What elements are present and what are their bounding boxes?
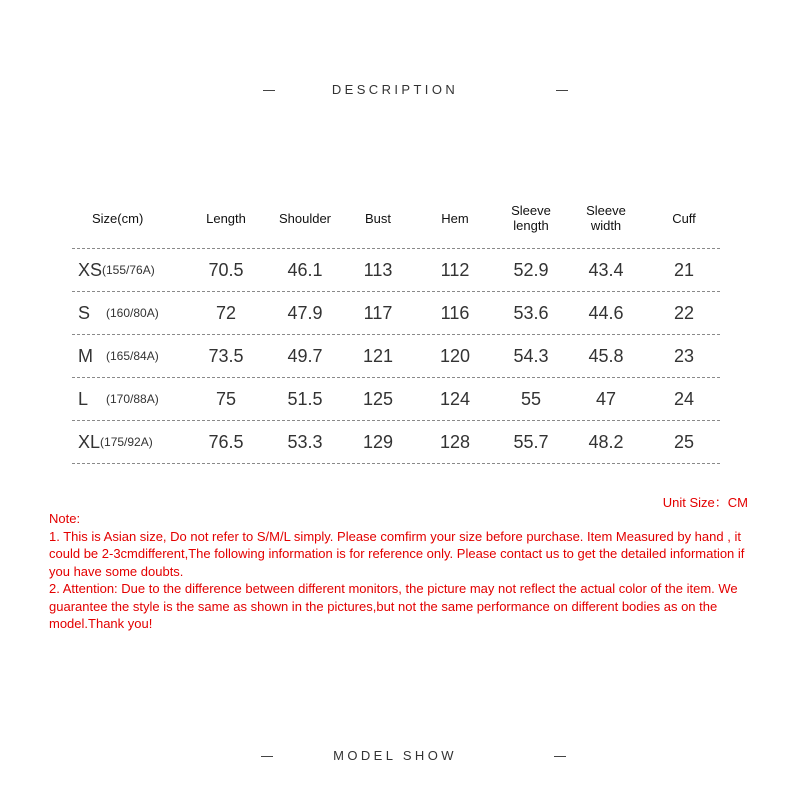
value-bust: 121 bbox=[362, 345, 394, 366]
value-sleeve-width: 47 bbox=[595, 388, 617, 409]
value-sleeve-length: 55 bbox=[520, 388, 542, 409]
value-sleeve-length: 54.3 bbox=[513, 345, 549, 366]
table-header-row bbox=[72, 196, 720, 249]
value-sleeve-width: 48.2 bbox=[588, 431, 624, 452]
table-body bbox=[72, 249, 720, 464]
value-sleeve-width: 45.8 bbox=[588, 345, 624, 366]
size-cell bbox=[78, 378, 159, 420]
value-cuff: 21 bbox=[673, 259, 695, 280]
value-bust: 117 bbox=[363, 302, 393, 323]
header-size: Size(cm) bbox=[92, 210, 144, 226]
value-cuff: 23 bbox=[673, 345, 695, 366]
value-hem: 112 bbox=[440, 259, 470, 280]
value-length: 73.5 bbox=[208, 345, 244, 366]
value-sleeve-width: 43.4 bbox=[588, 259, 624, 280]
size-label: XL bbox=[78, 431, 101, 452]
note-item-1: 1. This is Asian size, Do not refer to S/M/L simply. Please comfirm your size before purchase. Item Measured by hand , it could be 2-3cmdifferent,The following information is for reference only. Please contact us to get the detailed information if you have some doubts. bbox=[49, 528, 745, 579]
notes-block bbox=[49, 510, 754, 633]
size-cell bbox=[78, 249, 155, 291]
table-row bbox=[72, 421, 720, 464]
model-show-title-text: MODEL SHOW bbox=[333, 748, 457, 763]
value-shoulder: 46.1 bbox=[287, 259, 323, 280]
table-row bbox=[72, 249, 720, 292]
value-length: 72 bbox=[215, 302, 237, 323]
header-hem: Hem bbox=[441, 210, 469, 226]
value-hem: 128 bbox=[439, 431, 471, 452]
value-sleeve-length: 53.6 bbox=[513, 302, 549, 323]
header-length: Length bbox=[206, 210, 246, 226]
size-spec: (165/84A) bbox=[106, 349, 159, 363]
header-cuff: Cuff bbox=[672, 210, 696, 226]
value-shoulder: 51.5 bbox=[287, 388, 323, 409]
table-row bbox=[72, 378, 720, 421]
title-dash-right bbox=[554, 756, 566, 757]
value-sleeve-length: 52.9 bbox=[513, 259, 549, 280]
size-label: S bbox=[78, 302, 91, 323]
value-cuff: 24 bbox=[673, 388, 695, 409]
model-show-title bbox=[0, 748, 790, 763]
title-dash-right bbox=[556, 90, 568, 91]
value-length: 76.5 bbox=[208, 431, 244, 452]
size-spec: (170/88A) bbox=[106, 392, 159, 406]
table-row bbox=[72, 335, 720, 378]
size-cell bbox=[78, 292, 159, 334]
value-bust: 125 bbox=[362, 388, 394, 409]
value-sleeve-length: 55.7 bbox=[513, 431, 549, 452]
size-label: XS bbox=[78, 259, 103, 280]
notes-heading: Note: bbox=[49, 511, 81, 526]
header-sleeve-width: Sleeve width bbox=[586, 203, 626, 233]
unit-size-label: Unit Size：CM bbox=[662, 495, 748, 510]
value-hem: 124 bbox=[439, 388, 471, 409]
description-title-text: DESCRIPTION bbox=[331, 82, 459, 97]
size-spec: (155/76A) bbox=[102, 263, 155, 277]
title-dash-left bbox=[263, 90, 275, 91]
size-chart-table bbox=[72, 196, 720, 464]
title-dash-left bbox=[261, 756, 273, 757]
header-sleeve-length: Sleeve length bbox=[511, 203, 551, 233]
size-cell bbox=[78, 421, 153, 463]
value-sleeve-width: 44.6 bbox=[588, 302, 624, 323]
value-shoulder: 47.9 bbox=[287, 302, 323, 323]
value-length: 75 bbox=[215, 388, 237, 409]
size-label: L bbox=[78, 388, 89, 409]
value-bust: 113 bbox=[363, 259, 393, 280]
description-title bbox=[0, 82, 790, 97]
value-hem: 116 bbox=[440, 302, 470, 323]
value-cuff: 22 bbox=[673, 302, 695, 323]
header-shoulder: Shoulder bbox=[278, 210, 332, 226]
size-cell bbox=[78, 335, 159, 377]
value-hem: 120 bbox=[439, 345, 471, 366]
value-cuff: 25 bbox=[673, 431, 695, 452]
size-label: M bbox=[78, 345, 93, 366]
table-row bbox=[72, 292, 720, 335]
note-item-2: 2. Attention: Due to the difference between different monitors, the picture may not reflect the actual color of the item. We guarantee the style is the same as shown in the pictures,but not the same performance on different bodies as on the model.Thank you! bbox=[49, 581, 738, 631]
value-bust: 129 bbox=[362, 431, 394, 452]
value-length: 70.5 bbox=[208, 259, 244, 280]
value-shoulder: 53.3 bbox=[287, 431, 323, 452]
value-shoulder: 49.7 bbox=[287, 345, 323, 366]
size-spec: (175/92A) bbox=[100, 435, 153, 449]
header-bust: Bust bbox=[364, 210, 391, 226]
size-spec: (160/80A) bbox=[106, 306, 159, 320]
